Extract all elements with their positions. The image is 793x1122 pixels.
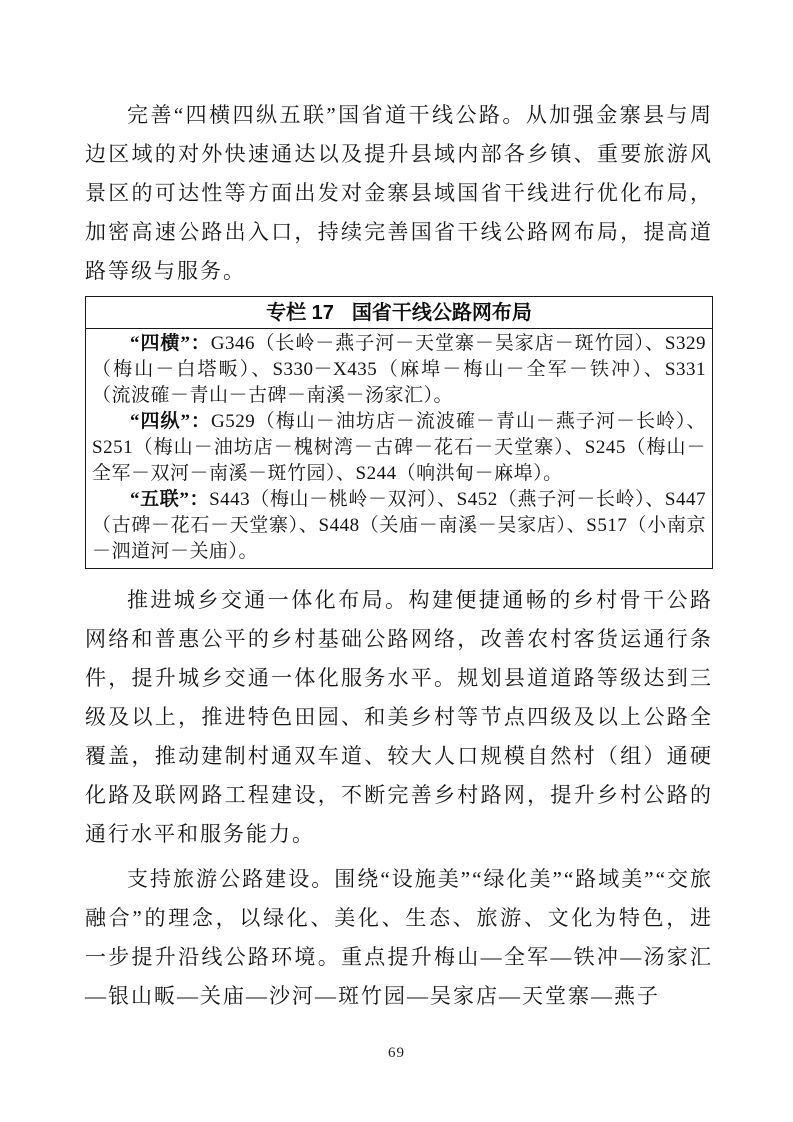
paragraph-trunk-highways — [85, 96, 713, 291]
panel-row-four-horizontal — [92, 331, 706, 409]
panel-row-five-links — [92, 487, 706, 565]
panel-title-text: 国省干线公路网布局 — [351, 302, 532, 324]
panel-row-four-vertical-text: G529（梅山－油坊店－流波確－青山－燕子河－长岭）、S251（梅山－油坊店－槐树湾－古碑－花石－天堂寨）、S245（梅山－全军－双河－南溪－斑竹园）、S244（响洪甸－麻埠）。 — [92, 411, 706, 484]
paragraph-tourism-roads — [85, 860, 713, 1016]
panel-row-five-links-label: “五联”： — [130, 489, 210, 510]
paragraph-urban-rural-transport — [85, 581, 713, 854]
paragraph-trunk-highways-lead: 完善“四横四纵五联”国省道干线公路。 — [127, 103, 526, 127]
panel-row-five-links-text: S443（梅山－桃岭－双河）、S452（燕子河－长岭）、S447（古碑－花石－天堂寨）、S448（关庙－南溪－吴家店）、S517（小南京－泗道河－关庙）。 — [92, 489, 706, 562]
panel-row-four-horizontal-text: G346（长岭－燕子河－天堂寨－吴家店－斑竹园）、S329（梅山－白塔畈）、S330－X435（麻埠－梅山－全军－铁冲）、S331（流波確－青山－古碑－南溪－汤家汇）。 — [92, 333, 706, 406]
page-number: 69 — [388, 1045, 405, 1061]
panel-title-number: 专栏 17 — [266, 302, 334, 324]
paragraph-trunk-highways-text: 从加强金寨县与周边区域的对外快速通达以及提升县域内部各乡镇、重要旅游风景区的可达性等方面出发对金寨县域国省干线进行优化布局，加密高速公路出入口，持续完善国省干线公路网布局，提高道路等级与服务。 — [85, 103, 714, 283]
paragraph-tourism-roads-text: 围绕“设施美”“绿化美”“路域美”“交旅融合”的理念，以绿化、美化、生态、旅游、文化为特色，进一步提升沿线公路环境。重点提升梅山—全军—铁冲—汤家汇—银山畈—关庙—沙河—斑竹园—吴家店—天堂寨—燕子 — [85, 867, 714, 1008]
panel-body — [86, 329, 712, 568]
paragraph-urban-rural-transport-text: 构建便捷通畅的乡村骨干公路网络和普惠公平的乡村基础公路网络，改善农村客货运通行条件，提升城乡交通一体化服务水平。规划县道道路等级达到三级及以上，推进特色田园、和美乡村等节点四级及以上公路全覆盖，推动建制村通双车道、较大人口规模自然村（组）通硬化路及联网路工程建设，不断完善乡村路网，提升乡村公路的通行水平和服务能力。 — [85, 588, 713, 846]
panel-row-four-vertical — [92, 409, 706, 487]
panel-title — [86, 297, 712, 329]
paragraph-tourism-roads-lead: 支持旅游公路建设。 — [127, 867, 335, 891]
panel-row-four-vertical-label: “四纵”： — [130, 411, 212, 432]
panel-row-four-horizontal-label: “四横”： — [130, 333, 211, 354]
page-content — [85, 96, 713, 1016]
panel-column-17 — [85, 296, 713, 569]
paragraph-urban-rural-transport-lead: 推进城乡交通一体化布局。 — [127, 588, 409, 612]
